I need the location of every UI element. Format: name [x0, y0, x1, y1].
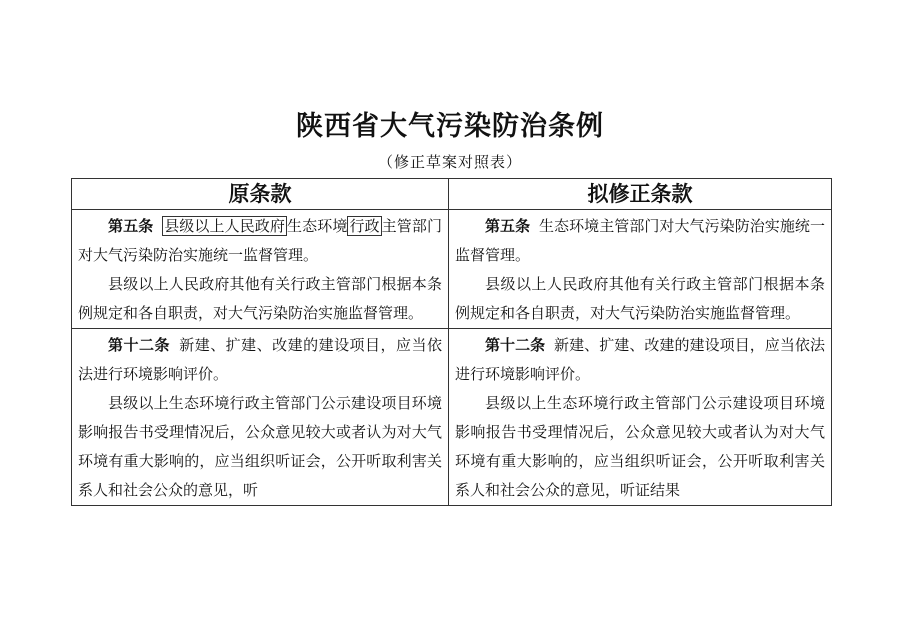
- article-number: 第十二条: [485, 336, 546, 354]
- text-span: 生态环境主管部门对大气污染防治实施统一监督管理。: [455, 217, 825, 264]
- header-original: 原条款: [72, 179, 449, 210]
- paragraph: [78, 331, 442, 389]
- paragraph: [455, 212, 825, 270]
- document-subtitle: （修正草案对照表）: [377, 153, 522, 171]
- paragraph: 县级以上人民政府其他有关行政主管部门根据本条例规定和各自职责，对大气污染防治实施监督管理。: [78, 275, 442, 322]
- text-span: 生态环境: [287, 217, 348, 235]
- text-span: 新建、扩建、改建的建设项目，应当依法进行环境影响评价。: [455, 336, 825, 383]
- table-header-row: [72, 179, 832, 210]
- boxed-deletion: 县级以上人民政府: [164, 217, 286, 235]
- article-number: 第五条: [485, 217, 531, 235]
- paragraph: 县级以上生态环境行政主管部门公示建设项目环境影响报告书受理情况后，公众意见较大或者认为对大气环境有重大影响的，应当组织听证会，公开听取利害关系人和社会公众的意见，听证结果: [455, 394, 825, 499]
- text-span: 主管部门对大气污染防治实施统一监督管理。: [78, 217, 442, 264]
- article-number: 第五条: [108, 217, 154, 235]
- paragraph: [78, 212, 442, 270]
- comparison-table: [71, 178, 832, 506]
- table-row: [72, 329, 832, 506]
- paragraph: 县级以上人民政府其他有关行政主管部门根据本条例规定和各自职责，对大气污染防治实施监督管理。: [455, 275, 825, 322]
- paragraph: [455, 331, 825, 389]
- revised-article-12: [449, 329, 832, 506]
- original-article-12: [72, 329, 449, 506]
- text-span: 新建、扩建、改建的建设项目，应当依法进行环境影响评价。: [78, 336, 442, 383]
- revised-article-5: [449, 210, 832, 329]
- original-article-5: [72, 210, 449, 329]
- header-revised: 拟修正条款: [449, 179, 832, 210]
- boxed-deletion: 行政: [349, 217, 380, 235]
- article-number: 第十二条: [108, 336, 170, 354]
- document-title: 陕西省大气污染防治条例: [296, 111, 604, 142]
- paragraph: 县级以上生态环境行政主管部门公示建设项目环境影响报告书受理情况后，公众意见较大或者认为对大气环境有重大影响的，应当组织听证会，公开听取利害关系人和社会公众的意见，听: [78, 394, 442, 499]
- table-row: [72, 210, 832, 329]
